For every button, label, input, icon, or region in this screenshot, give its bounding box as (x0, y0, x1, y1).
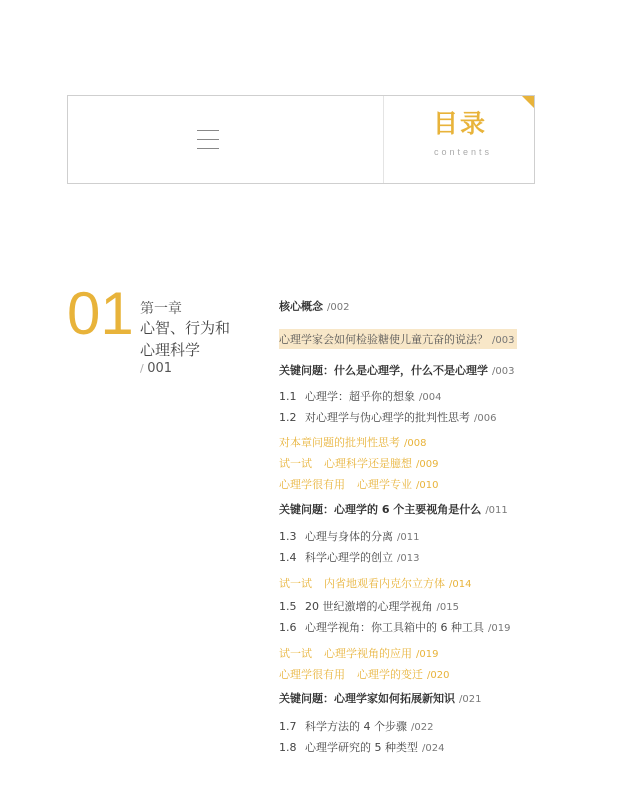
toc-entry-page: /020 (427, 670, 450, 681)
corner-triangle-icon (522, 96, 534, 108)
menu-icon (197, 130, 219, 150)
toc-entry-prefix: 心理学很有用 (279, 668, 345, 681)
toc-entry[interactable] (279, 549, 419, 565)
toc-entry-page: /010 (416, 480, 439, 491)
toc-entry[interactable] (279, 598, 459, 614)
toc-entry-number: 1.4 (279, 551, 297, 564)
toc-entry[interactable] (279, 501, 508, 517)
toc-entry-number: 1.6 (279, 621, 297, 634)
toc-entry-page: /019 (416, 649, 439, 660)
toc-entry-prefix: 心理学很有用 (279, 478, 345, 491)
toc-entry-page: /015 (436, 602, 459, 613)
page-subtitle: contents (434, 147, 493, 157)
toc-entry-number: 1.7 (279, 720, 297, 733)
toc-entry-title: 对心理学与伪心理学的批判性思考 (305, 411, 470, 424)
toc-entry-title: 心理学研究的 5 种类型 (305, 741, 418, 754)
chapter-title-line1: 心智、行为和 (140, 319, 231, 337)
toc-entry[interactable] (279, 690, 481, 706)
chapter-page-number: 001 (147, 361, 173, 376)
toc-entry-page: /019 (488, 623, 511, 634)
toc-entry-prefix: 试一试 (279, 647, 312, 660)
toc-entry-title: 关键问题：心理学家如何拓展新知识 (279, 692, 455, 705)
toc-entry-number: 1.2 (279, 411, 297, 424)
page-title: 目录 (433, 109, 488, 138)
toc-entry[interactable] (279, 362, 514, 378)
toc-entry-page: /009 (416, 459, 439, 470)
toc-entry-page: /011 (485, 505, 508, 516)
toc-entry-title: 心理学视角的应用 (324, 647, 412, 660)
toc-entry[interactable] (279, 388, 441, 404)
toc-entry[interactable] (279, 666, 449, 682)
toc-entry[interactable] (279, 434, 426, 450)
toc-entry-title: 核心概念 (279, 300, 323, 313)
toc-entry-title: 心理学专业 (357, 478, 412, 491)
toc-entry-page: /011 (397, 532, 420, 543)
contents-header (67, 95, 535, 184)
toc-entry-title: 对本章问题的批判性思考 (279, 436, 400, 449)
toc-entry[interactable] (279, 528, 419, 544)
toc-entry-title: 科学方法的 4 个步骤 (305, 720, 407, 733)
chapter-page: / 001 (140, 361, 173, 376)
toc-entry-page: /002 (327, 302, 350, 313)
toc-entry-title: 关键问题：什么是心理学，什么不是心理学 (279, 364, 488, 377)
toc-entry-title: 心理学的变迁 (357, 668, 423, 681)
toc-entry-page: /024 (422, 743, 445, 754)
toc-entry-title: 心理学视角：你工具箱中的 6 种工具 (305, 621, 484, 634)
toc-entry-title: 20 世纪激增的心理学视角 (305, 600, 433, 613)
toc-entry-number: 1.8 (279, 741, 297, 754)
toc-entry-title: 心理与身体的分离 (305, 530, 393, 543)
toc-entry-number: 1.5 (279, 600, 297, 613)
toc-entry[interactable] (279, 718, 433, 734)
toc-entry-page: /004 (419, 392, 442, 403)
chapter-number: 01 (67, 280, 134, 347)
toc-entry[interactable] (279, 619, 510, 635)
toc-entry-page: /021 (459, 694, 482, 705)
toc-entry-page: /006 (474, 413, 497, 424)
toc-entry-prefix: 试一试 (279, 577, 312, 590)
toc-entry-title: 心理学家会如何检验糖使儿童亢奋的说法？ (279, 333, 488, 346)
toc-entry-page: /014 (449, 579, 472, 590)
toc-entry[interactable] (279, 455, 438, 471)
toc-entry-page: /008 (404, 438, 427, 449)
toc-entry-page: /022 (411, 722, 434, 733)
toc-entry-title: 心理科学还是臆想 (324, 457, 412, 470)
toc-entry[interactable] (279, 476, 438, 492)
toc-entry[interactable] (279, 575, 471, 591)
chapter-title-line2: 心理科学 (140, 341, 201, 359)
toc-entry-title: 内省地观看内克尔立方体 (324, 577, 445, 590)
toc-entry-title: 关键问题：心理学的 6 个主要视角是什么 (279, 503, 482, 516)
toc-entry[interactable] (279, 298, 349, 314)
toc-entry-title: 科学心理学的创立 (305, 551, 393, 564)
header-divider (383, 96, 384, 183)
toc-entry[interactable] (279, 645, 438, 661)
toc-entry-page: /003 (492, 335, 515, 346)
toc-entry-page: /013 (397, 553, 420, 564)
toc-entry-number: 1.3 (279, 530, 297, 543)
toc-entry-number: 1.1 (279, 390, 297, 403)
toc-entry-prefix: 试一试 (279, 457, 312, 470)
toc-entry[interactable] (279, 409, 496, 425)
toc-entry-page: /003 (492, 366, 515, 377)
chapter-label: 第一章 (140, 301, 182, 317)
toc-entry[interactable] (279, 329, 517, 349)
toc-entry-title: 心理学：超乎你的想象 (305, 390, 415, 403)
toc-entry[interactable] (279, 739, 444, 755)
chapter-title (140, 317, 250, 361)
